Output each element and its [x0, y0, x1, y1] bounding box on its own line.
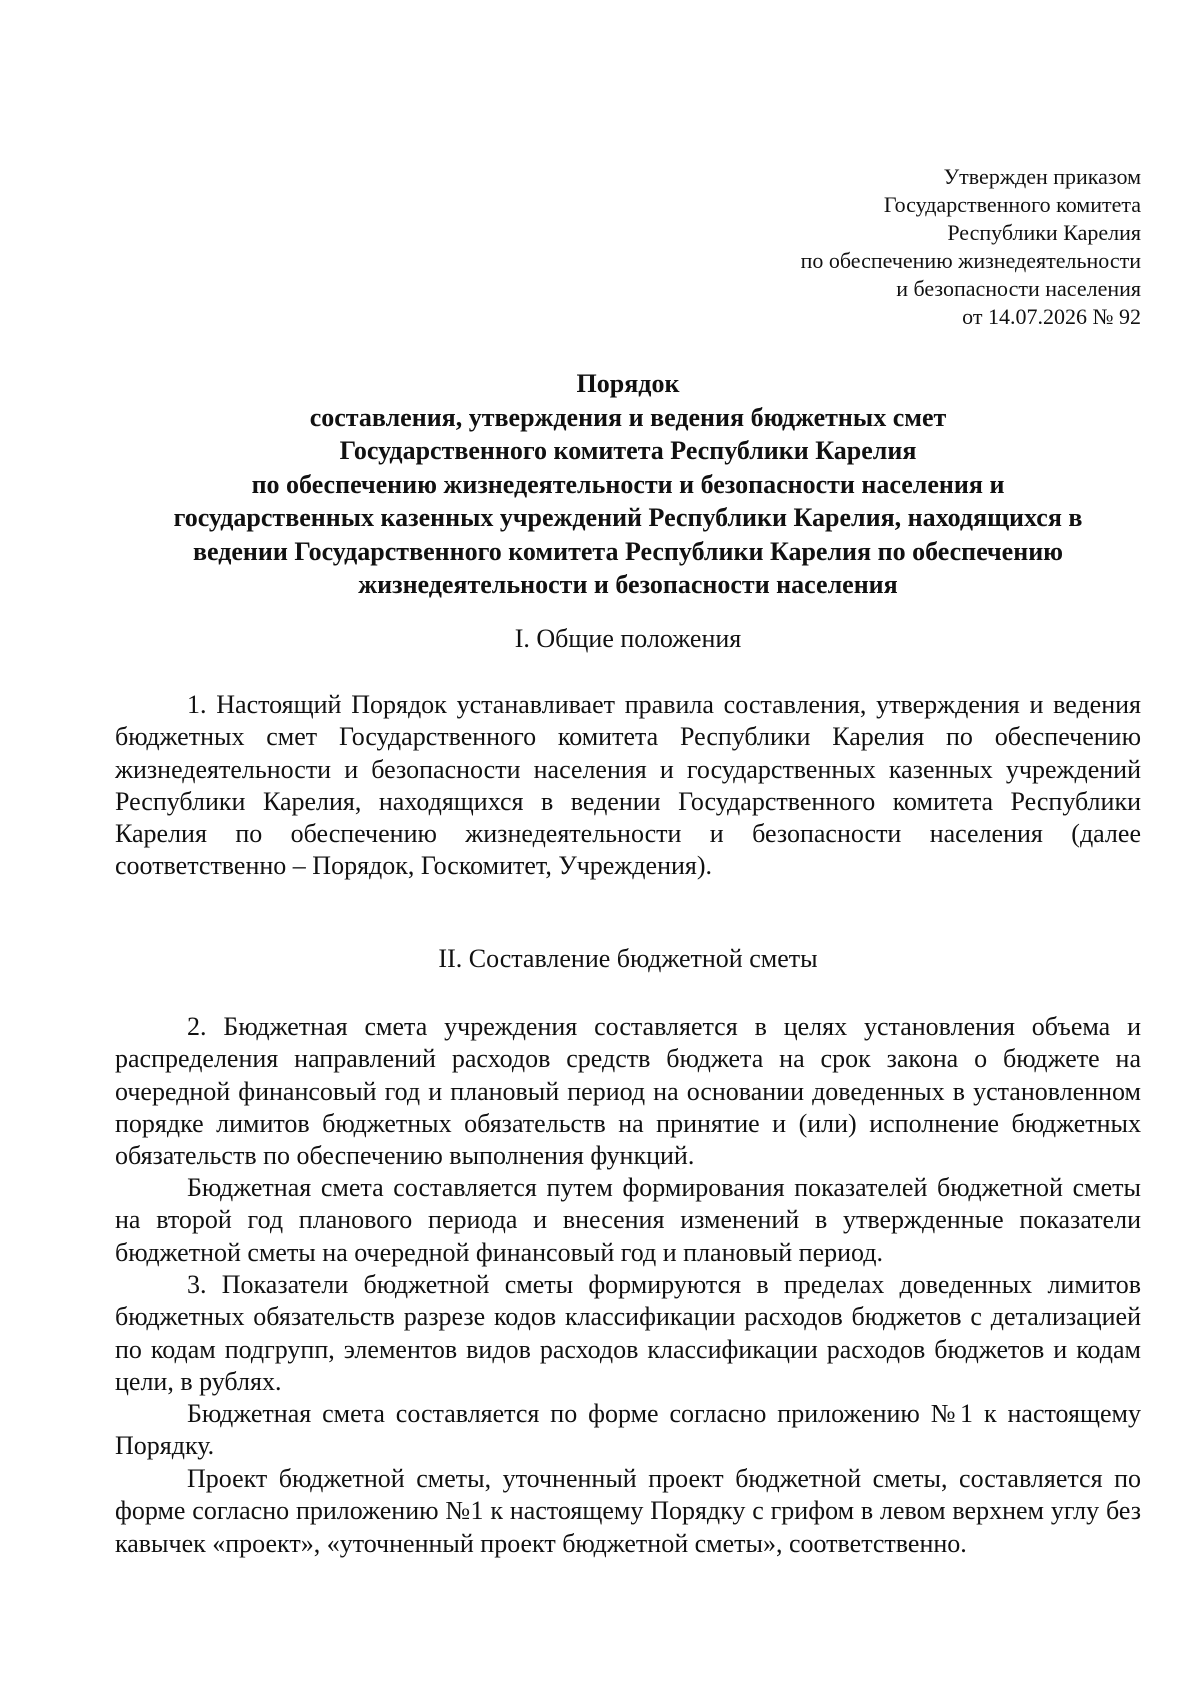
title-line: жизнедеятельности и безопасности населения	[358, 570, 898, 599]
section-heading-budget: II. Составление бюджетной сметы	[438, 944, 818, 973]
title-line: ведении Государственного комитета Республики Карелия по обеспечению	[192, 536, 1064, 566]
title-line: по обеспечению жизнедеятельности и безопасности населения и	[251, 469, 1005, 499]
title-line: составления, утверждения и ведения бюджетных смет	[309, 402, 947, 432]
approval-stamp	[621, 163, 1141, 331]
approval-line: Утвержден приказом	[943, 164, 1141, 189]
paragraph-3: 3. Показатели бюджетной сметы формируются в пределах доведенных лимитов бюджетных обязательств разрезе кодов классификации расходов бюджетов с детализацией по кодам подгрупп, элементов видов расходов классификации расходов бюджетов и кодам цели, в рублях.	[115, 1270, 1141, 1396]
approval-line: Республики Карелия	[947, 220, 1141, 245]
title-line: государственных казенных учреждений Республики Карелия, находящихся в	[173, 503, 1083, 532]
title-line: Государственного комитета Республики Карелия	[339, 436, 917, 465]
approval-line: Государственного комитета	[883, 192, 1141, 217]
paragraph-2-continued: Бюджетная смета составляется путем формирования показателей бюджетной сметы на второй год планового периода и внесения изменений в утвержденные показатели бюджетной сметы на очередной финансовый год и плановый период.	[115, 1173, 1141, 1267]
paragraph-3-form: Бюджетная смета составляется по форме согласно приложению №1 к настоящему Порядку.	[115, 1399, 1141, 1461]
paragraph-1: 1. Настоящий Порядок устанавливает правила составления, утверждения и ведения бюджетных смет Государственного комитета Республики Карелия по обеспечению жизнедеятельности и безопасности населения и государственных казенных учреждений Республики Карелия, находящихся в ведении Государственного комитета Республики Карелия по обеспечению жизнедеятельности и безопасности населения (далее соответственно – Порядок, Госкомитет, Учреждения).	[115, 690, 1141, 881]
section-heading-general: I. Общие положения	[514, 624, 742, 653]
paragraph-2: 2. Бюджетная смета учреждения составляется в целях установления объема и распределения направлений расходов средств бюджета на срок закона о бюджете на очередной финансовый год и плановый период на основании доведенных в установленном порядке лимитов бюджетных обязательств на принятие и (или) исполнение бюджетных обязательств по обеспечению выполнения функций.	[115, 1012, 1141, 1171]
document-title	[115, 367, 1141, 602]
paragraph-3-draft: Проект бюджетной сметы, уточненный проект бюджетной сметы, составляется по форме согласно приложению №1 к настоящему Порядку с грифом в левом верхнем углу без кавычек «проект», «уточненный проект бюджетной сметы», соответственно.	[115, 1464, 1141, 1558]
approval-line: и безопасности населения	[896, 276, 1141, 301]
approval-line: от 14.07.2026 № 92	[962, 304, 1141, 329]
title-line: Порядок	[576, 369, 680, 398]
approval-line: по обеспечению жизнедеятельности	[800, 248, 1141, 273]
